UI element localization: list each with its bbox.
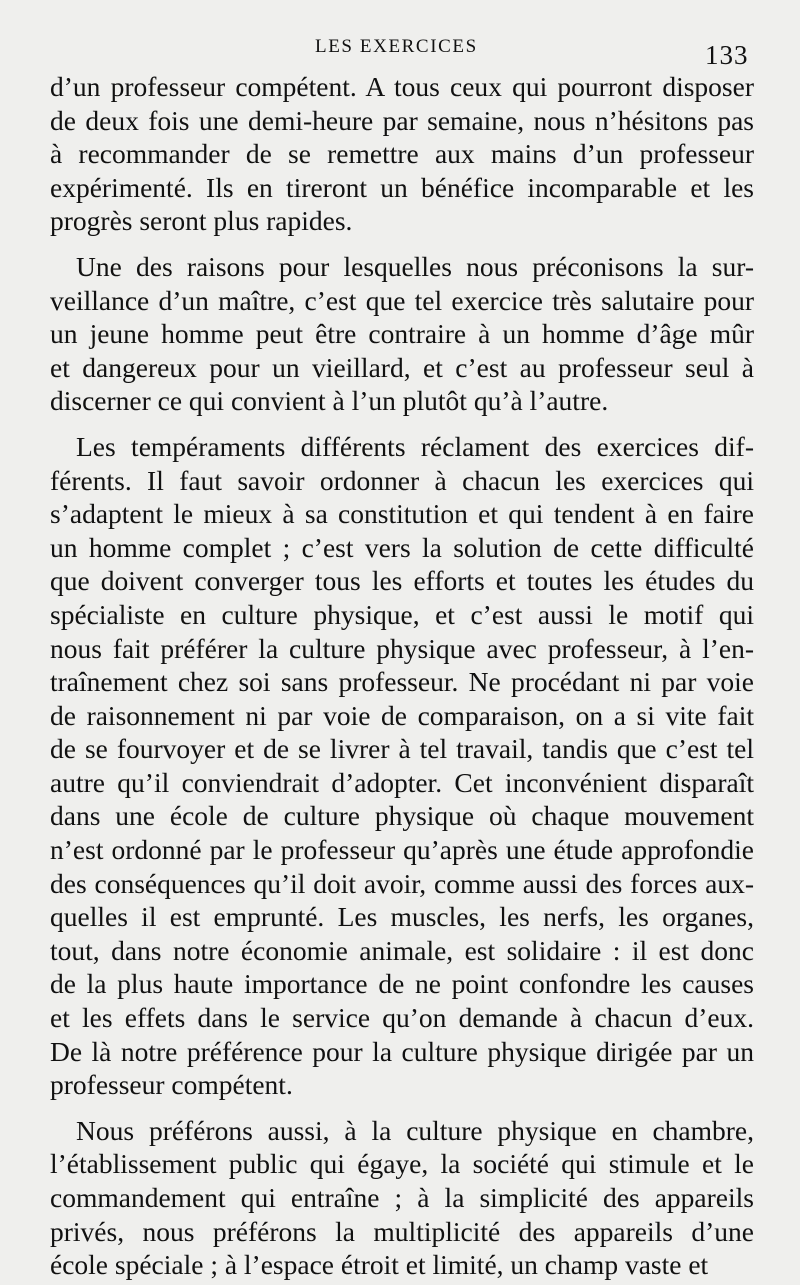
text-line: progrès seront plus rapides. (50, 205, 353, 237)
text-line: des conséquences qu’il doit avoir, comme aussi des forces aux- (50, 867, 754, 899)
page-header (0, 28, 800, 68)
text-line: n’est ordonné par le professeur qu’après une étude approfondie (50, 834, 754, 866)
text-line: expérimenté. Ils en tireront un bénéfice incomparable et les (50, 171, 754, 203)
paragraph-gap (50, 238, 754, 250)
text-line: l’établissement public qui égaye, la société qui stimule et le (50, 1148, 754, 1180)
running-head: LES EXERCICES (315, 36, 478, 57)
paragraph-gap (50, 418, 754, 430)
text-line: un jeune homme peut être contraire à un homme d’âge mûr (50, 318, 754, 350)
paragraph (50, 1114, 754, 1282)
paragraph (50, 250, 754, 418)
text-line: nous fait préférer la culture physique avec professeur, à l’en- (50, 632, 754, 664)
text-line: privés, nous préférons la multiplicité des appareils d’une (50, 1215, 754, 1247)
text-line: férents. Il faut savoir ordonner à chacun les exercices qui (50, 464, 754, 496)
text-line: Nous préférons aussi, à la culture physique en chambre, (76, 1114, 754, 1146)
text-line: à recommander de se remettre aux mains d’un professeur (50, 138, 754, 170)
text-line: traînement chez soi sans professeur. Ne procédant ni par voie (50, 666, 754, 698)
text-line: Les tempéraments différents réclament des exercices dif- (76, 430, 754, 462)
page-number: 133 (705, 40, 749, 70)
text-line: de raisonnement ni par voie de comparaison, on a si vite fait (50, 699, 754, 731)
text-line: et dangereux pour un vieillard, et c’est au professeur seul à (50, 351, 754, 383)
text-line: quelles il est emprunté. Les muscles, les nerfs, les organes, (50, 901, 754, 933)
text-line: d’un professeur compétent. A tous ceux qui pourront disposer (50, 71, 754, 102)
text-line: veillance d’un maître, c’est que tel exercice très salutaire pour (50, 284, 754, 316)
paragraph-gap (50, 1102, 754, 1114)
text-line: école spéciale ; à l’espace étroit et limité, un champ vaste et (50, 1249, 709, 1281)
text-line: s’adaptent le mieux à sa constitution et qui tendent à en faire (50, 498, 754, 530)
text-line: discerner ce qui convient à l’un plutôt qu’à l’autre. (50, 385, 609, 417)
text-line: commandement qui entraîne ; à la simplicité des appareils (50, 1182, 754, 1213)
body-text (50, 70, 754, 1282)
text-line: tout, dans notre économie animale, est solidaire : il est donc (50, 934, 754, 966)
text-line: un homme complet ; c’est vers la solution de cette difficulté (50, 531, 754, 563)
text-line: Une des raisons pour lesquelles nous préconisons la sur- (76, 250, 754, 282)
text-line: de deux fois une demi-heure par semaine, nous n’hésitons pas (50, 104, 754, 136)
text-line: professeur compétent. (50, 1069, 293, 1101)
text-line: spécialiste en culture physique, et c’est aussi le motif qui (50, 598, 754, 630)
text-line: autre qu’il conviendrait d’adopter. Cet inconvénient disparaît (50, 766, 754, 798)
text-line: De là notre préférence pour la culture physique dirigée par un (50, 1035, 754, 1067)
paragraph (50, 430, 754, 1102)
text-line: et les effets dans le service qu’on demande à chacun d’eux. (50, 1002, 754, 1034)
paragraph (50, 70, 754, 238)
text-line: de se fourvoyer et de se livrer à tel travail, tandis que c’est tel (50, 733, 754, 765)
text-line: dans une école de culture physique où chaque mouvement (50, 800, 754, 832)
text-line: de la plus haute importance de ne point confondre les causes (50, 968, 754, 1000)
text-line: que doivent converger tous les efforts et toutes les études du (50, 565, 754, 597)
